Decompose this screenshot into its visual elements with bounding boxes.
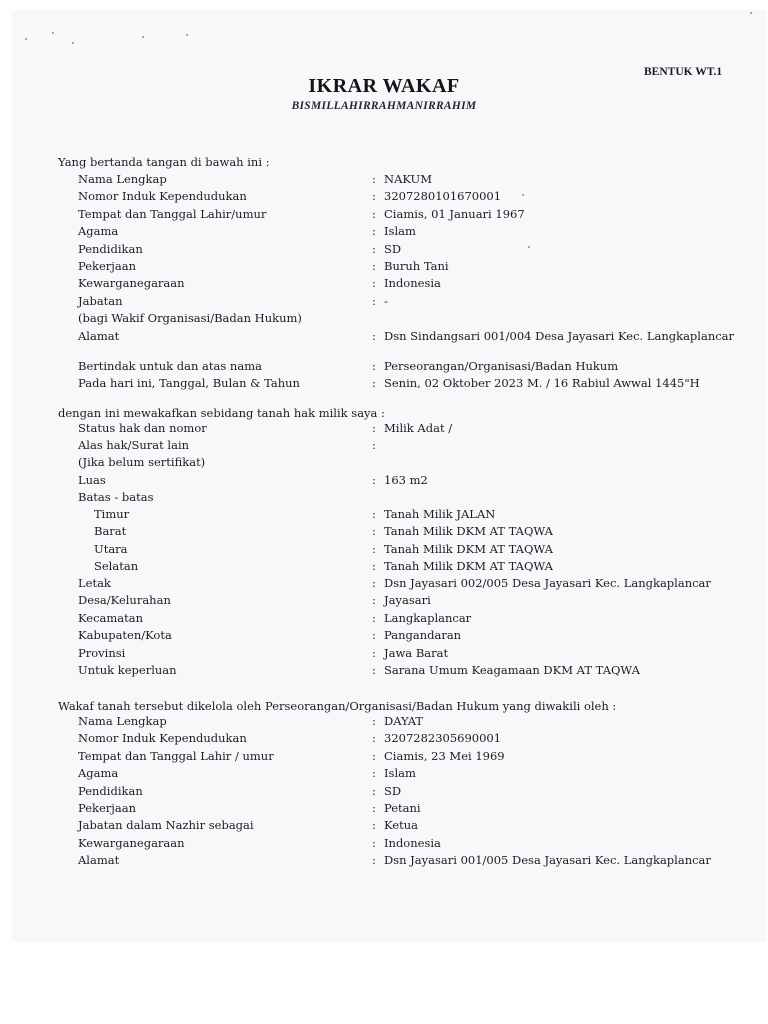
field-colon: : bbox=[372, 628, 376, 643]
field-colon: : bbox=[372, 748, 376, 763]
field-value: Sarana Umum Keagamaan DKM AT TAQWA bbox=[384, 663, 640, 677]
field-colon: : bbox=[372, 224, 376, 239]
field-colon: : bbox=[372, 801, 376, 815]
document-title: IKRAR WAKAF bbox=[308, 75, 460, 97]
field-label: Jabatan dalam Nazhir sebagai bbox=[78, 818, 254, 833]
field-colon: : bbox=[372, 328, 376, 343]
field-colon: : bbox=[372, 472, 376, 487]
field-label: Alamat bbox=[78, 328, 120, 343]
field-label: Kewarganegaraan bbox=[78, 835, 185, 850]
field-label: Batas - batas bbox=[78, 489, 154, 504]
field-colon: : bbox=[372, 731, 376, 746]
field-colon: : bbox=[372, 853, 376, 868]
field-colon: : bbox=[372, 438, 376, 453]
scan-speck bbox=[528, 246, 530, 248]
field-label: (Jika belum sertifikat) bbox=[78, 455, 206, 470]
scan-speck bbox=[72, 42, 74, 44]
field-value: SD bbox=[384, 241, 402, 256]
scan-speck bbox=[522, 194, 524, 196]
field-value: 3207282305690001 bbox=[384, 731, 502, 746]
field-colon: : bbox=[372, 293, 376, 308]
scan-speck bbox=[750, 12, 752, 14]
field-colon: : bbox=[372, 645, 376, 660]
field-colon: : bbox=[372, 610, 376, 625]
field-value: Ciamis, 01 Januari 1967 bbox=[384, 206, 525, 221]
field-label: Kabupaten/Kota bbox=[78, 628, 172, 643]
intro-tanah: dengan ini mewakafkan sebidang tanah hak milik saya : bbox=[58, 406, 385, 420]
scan-speck bbox=[186, 34, 188, 36]
field-value: SD bbox=[384, 783, 402, 798]
field-colon: : bbox=[372, 259, 376, 273]
field-colon: : bbox=[372, 172, 376, 186]
field-colon: : bbox=[372, 576, 376, 590]
field-value: Buruh Tani bbox=[384, 259, 449, 273]
field-value: Langkaplancar bbox=[384, 610, 472, 625]
field-label: Tempat dan Tanggal Lahir/umur bbox=[78, 206, 267, 221]
scan-speck bbox=[52, 32, 54, 34]
field-label: Agama bbox=[78, 766, 119, 781]
field-colon: : bbox=[372, 206, 376, 221]
field-value: Jayasari bbox=[384, 593, 431, 608]
field-value: Perseorangan/Organisasi/Badan Hukum bbox=[384, 359, 619, 373]
field-label: Timur bbox=[94, 507, 130, 521]
scan-speck bbox=[142, 36, 144, 38]
field-value: Petani bbox=[384, 801, 421, 815]
field-label: Utara bbox=[94, 541, 128, 556]
field-label: Nama Lengkap bbox=[78, 714, 167, 728]
field-colon: : bbox=[372, 359, 376, 373]
field-value: DAYAT bbox=[384, 714, 424, 728]
field-value: Ciamis, 23 Mei 1969 bbox=[384, 748, 505, 763]
field-label: Nomor Induk Kependudukan bbox=[78, 731, 247, 746]
field-colon: : bbox=[372, 559, 376, 574]
field-value: Dsn Jayasari 001/005 Desa Jayasari Kec. Langkaplancar bbox=[384, 853, 711, 868]
field-label: Untuk keperluan bbox=[78, 663, 177, 677]
field-label: Desa/Kelurahan bbox=[78, 593, 171, 608]
field-label: Pada hari ini, Tanggal, Bulan & Tahun bbox=[78, 376, 300, 391]
field-label: Provinsi bbox=[78, 645, 126, 660]
field-label: Pekerjaan bbox=[78, 801, 136, 815]
field-label: Selatan bbox=[94, 559, 139, 574]
field-label: Kewarganegaraan bbox=[78, 276, 185, 291]
field-label: Pendidikan bbox=[78, 241, 143, 256]
field-label: Letak bbox=[78, 576, 111, 590]
intro-nazhir: Wakaf tanah tersebut dikelola oleh Perseorangan/Organisasi/Badan Hukum yang diwakili oleh : bbox=[58, 699, 617, 713]
field-colon: : bbox=[372, 714, 376, 728]
field-colon: : bbox=[372, 276, 376, 291]
field-colon: : bbox=[372, 783, 376, 798]
field-label: Barat bbox=[94, 524, 127, 539]
field-colon: : bbox=[372, 766, 376, 781]
field-label: Agama bbox=[78, 224, 119, 239]
document-subtitle: BISMILLAHIRRAHMANIRRAHIM bbox=[291, 100, 477, 112]
scan-speck bbox=[25, 38, 27, 40]
field-colon: : bbox=[372, 663, 376, 677]
field-value: Tanah Milik JALAN bbox=[384, 507, 496, 521]
field-colon: : bbox=[372, 593, 376, 608]
field-value: Jawa Barat bbox=[384, 645, 449, 660]
field-value: 3207280101670001 bbox=[384, 189, 502, 204]
field-value: Tanah Milik DKM AT TAQWA bbox=[384, 541, 553, 556]
field-label: Nomor Induk Kependudukan bbox=[78, 189, 247, 204]
field-colon: : bbox=[372, 541, 376, 556]
field-label: Bertindak untuk dan atas nama bbox=[78, 359, 262, 373]
field-colon: : bbox=[372, 507, 376, 521]
intro-wakif: Yang bertanda tangan di bawah ini : bbox=[58, 155, 270, 169]
field-label: Nama Lengkap bbox=[78, 172, 167, 186]
field-colon: : bbox=[372, 189, 376, 204]
field-value: Pangandaran bbox=[384, 628, 462, 643]
field-value: Dsn Sindangsari 001/004 Desa Jayasari Kec. Langkaplancar bbox=[384, 328, 735, 343]
field-label: Pekerjaan bbox=[78, 259, 136, 273]
field-label: Tempat dan Tanggal Lahir / umur bbox=[78, 748, 274, 763]
field-value: NAKUM bbox=[384, 172, 433, 186]
field-value: Tanah Milik DKM AT TAQWA bbox=[384, 559, 553, 574]
field-colon: : bbox=[372, 524, 376, 539]
field-value: Senin, 02 Oktober 2023 M. / 16 Rabiul Awwal 1445"H bbox=[384, 376, 700, 391]
field-value: Milik Adat / bbox=[384, 421, 453, 435]
field-label: Status hak dan nomor bbox=[78, 421, 207, 435]
field-label: (bagi Wakif Organisasi/Badan Hukum) bbox=[78, 311, 302, 326]
field-value: Islam bbox=[384, 766, 416, 781]
field-label: Luas bbox=[78, 472, 106, 487]
field-value: Islam bbox=[384, 224, 416, 239]
field-label: Alamat bbox=[78, 853, 120, 868]
field-label: Kecamatan bbox=[78, 610, 144, 625]
field-value: 163 m2 bbox=[384, 472, 428, 487]
field-colon: : bbox=[372, 421, 376, 435]
field-label: Alas hak/Surat lain bbox=[78, 438, 190, 453]
field-label: Jabatan bbox=[78, 293, 123, 308]
field-value: Dsn Jayasari 002/005 Desa Jayasari Kec. Langkaplancar bbox=[384, 576, 711, 590]
field-value: Indonesia bbox=[384, 276, 441, 291]
field-value: - bbox=[384, 293, 388, 308]
field-colon: : bbox=[372, 818, 376, 833]
field-colon: : bbox=[372, 835, 376, 850]
field-value: Ketua bbox=[384, 818, 418, 833]
field-value: Indonesia bbox=[384, 835, 441, 850]
field-colon: : bbox=[372, 241, 376, 256]
field-colon: : bbox=[372, 376, 376, 391]
form-code: BENTUK WT.1 bbox=[644, 66, 723, 78]
field-label: Pendidikan bbox=[78, 783, 143, 798]
field-value: Tanah Milik DKM AT TAQWA bbox=[384, 524, 553, 539]
